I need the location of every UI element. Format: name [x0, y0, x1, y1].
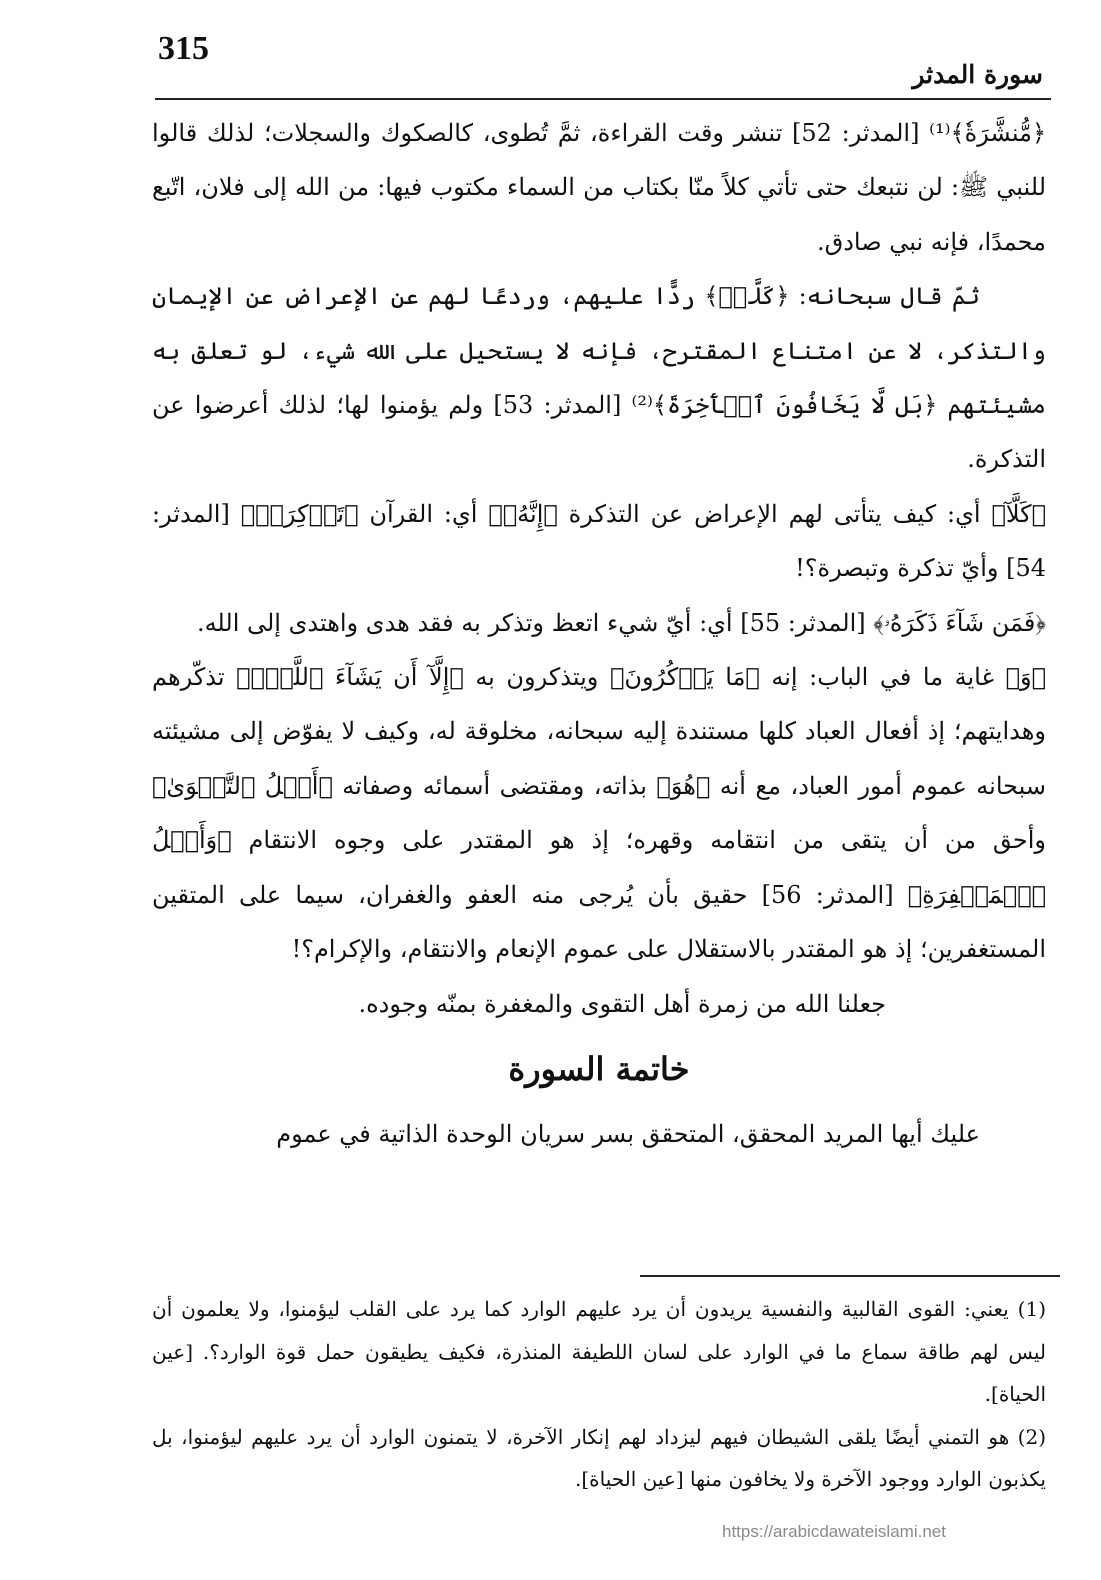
paragraph: ﴿مُّنشَّرَةٗ﴾⁽¹⁾ [المدثر: 52] تنشر وقت القراءة، ثمَّ تُطوى، كالصكوك والسجلات؛ لذلك قالوا للنبي ﷺ: لن نتبعك حتى تأتي كلاً منّا بكتاب من السماء مكتوب فيها: من الله إلى فلان، اتّبع محمدًا، فإنه نبي صادق.	[152, 119, 1047, 256]
closing-prayer: جعلنا الله من زمرة أهل التقوى والمغفرة بمنّه وجوده.	[358, 989, 886, 1018]
running-head: سورة المدثر	[912, 60, 1043, 89]
main-text	[152, 106, 1046, 1161]
footnotes	[152, 1288, 1046, 1501]
paragraph: ثمّ قال سبحانه: ﴿كَلَّاۖ﴾ ردًّا عليهم، وردعًا لهم عن الإعراض عن الإيمان والتذكر، لا عن امتناع المقترح، فإنه لا يستحيل على الله شيء، لو تعلق به مشيئتهم ﴿بَل لَّا يَخَافُونَ ٱلۡأٓخِرَةَ﴾⁽²⁾ [المدثر: 53] ولم يؤمنوا لها؛ لذلك أعرضوا عن التذكرة.	[152, 282, 1046, 474]
page-number: 315	[158, 30, 209, 67]
footnote-rule	[640, 1275, 1060, 1277]
header-rule	[155, 98, 1051, 100]
paragraph: ﴿وَ﴾ غاية ما في الباب: إنه ﴿مَا يَذۡكُرُونَ﴾ ويتذكرون به ﴿إِلَّآ أَن يَشَآءَ ٱللَّهُۚ﴾ تذكّرهم وهدايتهم؛ إذ أفعال العباد كلها مستندة إليه سبحانه، مخلوقة له، وكيف لا يفوّض إلى مشيئته سبحانه عموم أمور العباد، مع أنه ﴿هُوَ﴾ بذاته، ومقتضى أسمائه وصفاته ﴿أَهۡلُ ٱلتَّقۡوَىٰ﴾ وأحق من أن يتقى من انتقامه وقهره؛ إذ هو المقتدر على وجوه الانتقام ﴿وَأَهۡلُ ٱلۡمَغۡفِرَةِ﴾ [المدثر: 56] حقيق بأن يُرجى منه العفو والغفران، سيما على المتقين المستغفرين؛ إذ هو المقتدر بالاستقلال على عموم الإنعام والانتقام، والإكرام؟!	[152, 663, 1047, 964]
paragraph: ﴿كَلَّآ﴾ أي: كيف يتأتى لهم الإعراض عن التذكرة ﴿إِنَّهُۥ﴾ أي: القرآن ﴿تَذۡكِرَةٞ﴾ [المدثر: 54] وأيّ تذكرة وتبصرة؟!	[152, 499, 1046, 583]
footnote: (1) يعني: القوى القالبية والنفسية يريدون أن يرد عليهم الوارد كما يرد على القلب ليؤمنوا، ولا يعلمون أن ليس لهم طاقة سماع ما في الوارد على لسان اللطيفة المنذرة، فكيف يطيقون حمل قوة الوارد؟. [عين الحياة].	[152, 1297, 1046, 1406]
section-heading: خاتمة السورة	[508, 1049, 690, 1088]
watermark-url: https://arabicdawateislami.net	[722, 1522, 946, 1541]
footnote: (2) هو التمني أيضًا يلقى الشيطان فيهم ليزداد لهم إنكار الآخرة، لا يتمنون الوارد أن يرد عليهم ليؤمنوا، بل يكذبون الوارد ووجود الآخرة ولا يخافون منها [عين الحياة].	[152, 1424, 1046, 1491]
section-opening: عليك أيها المريد المحقق، المتحقق بسر سريان الوحدة الذاتية في عموم	[276, 1119, 980, 1148]
paragraph: ﴿فَمَن شَآءَ ذَكَرَهُۥ﴾ [المدثر: 55] أي: أيّ شيء اتعظ وتذكر به فقد هدى واهتدى إلى الله.	[196, 608, 1046, 637]
